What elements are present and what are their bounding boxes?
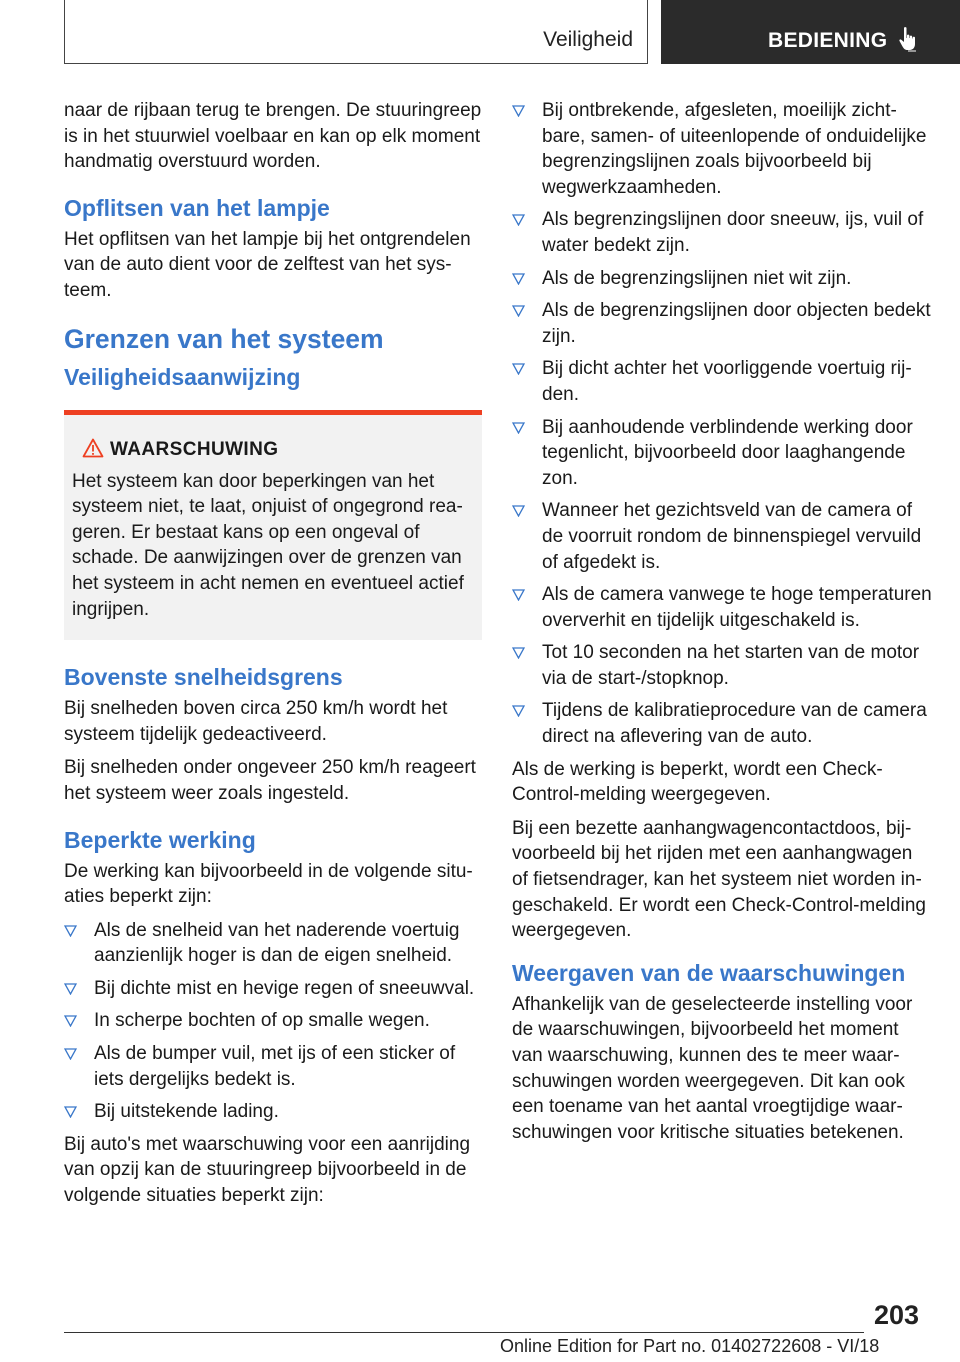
- triangle-bullet-icon: [512, 273, 525, 285]
- limited-list: [64, 918, 482, 1125]
- list-item: Bij uitstekende lading.: [64, 1099, 482, 1125]
- list-item: Wanneer het gezichtsveld van de camera of de voorruit rondom de binnenspiegel vervuild of afgedekt is.: [512, 498, 932, 575]
- triangle-bullet-icon: [512, 589, 525, 601]
- list-item: Als de begrenzingslijnen door objecten bedekt zijn.: [512, 298, 932, 349]
- triangle-bullet-icon: [512, 305, 525, 317]
- triangle-bullet-icon: [512, 422, 525, 434]
- speed-paragraph-1: Bij snelheden boven circa 250 km/h wordt het systeem tijdelijk gedeactiveerd.: [64, 698, 448, 745]
- conditions-list: [512, 98, 932, 750]
- list-item: Bij ontbrekende, afgesleten, moeilijk zichtbare, samen- of uiteenlopende of onduidelijke begrenzingslijnen zoals bijvoorbeeld bij wegwerkzaamheden.: [512, 98, 932, 200]
- lamp-heading: Opflitsen van het lampje: [64, 194, 330, 221]
- pointing-hand-icon: [898, 26, 922, 52]
- check-control-paragraph-1: Als de werking is beperkt, wordt een Check-Control-melding weergegeven.: [512, 758, 883, 806]
- list-item: Bij dichte mist en hevige regen of sneeuwval.: [64, 976, 482, 1002]
- footer-divider: [64, 1332, 864, 1333]
- warnings-heading: Weergaven van de waarschuwingen: [512, 959, 906, 986]
- warning-title-row: [72, 437, 472, 463]
- triangle-bullet-icon: [64, 1048, 77, 1060]
- triangle-bullet-icon: [512, 647, 525, 659]
- list-item: Als de bumper vuil, met ijs of een sticker of iets dergelijks bedekt is.: [64, 1041, 482, 1092]
- check-control-paragraph-2: Bij een bezette aanhangwagencontactdoos, bijvoorbeeld bij het rijden met een aanhangwagen of fietsendrager, kan het systeem niet worden ingeschakeld. Er wordt een Check-Control-melding weergegeven.: [512, 817, 926, 942]
- warning-box: [64, 410, 482, 641]
- warning-text: Het systeem kan door beperkingen van het systeem niet, te laat, onjuist of ongegrond reageren. Er bestaat kans op een ongeval of schade. De aanwijzingen over de grenzen van het systeem in acht nemen en eventueel actief ingrijpen.: [72, 470, 464, 620]
- header-section-box: [64, 0, 648, 64]
- limited-heading: Beperkte werking: [64, 826, 256, 853]
- list-item: Als de camera vanwege te hoge temperaturen oververhit en tijdelijk uitgeschakeld is.: [512, 582, 932, 633]
- left-column: [64, 98, 482, 1217]
- triangle-bullet-icon: [512, 705, 525, 717]
- page-number: 203: [874, 1300, 920, 1330]
- triangle-bullet-icon: [512, 105, 525, 117]
- triangle-bullet-icon: [64, 1015, 77, 1027]
- limited-intro: De werking kan bijvoorbeeld in de volgende situaties beperkt zijn:: [64, 860, 473, 908]
- triangle-bullet-icon: [512, 505, 525, 517]
- warning-title: WAARSCHUWING: [110, 438, 279, 460]
- list-item: Bij aanhoudende verblindende werking door tegenlicht, bijvoorbeeld door laaghangende zon.: [512, 415, 932, 492]
- limits-heading: Grenzen van het systeem: [64, 323, 384, 354]
- chapter-title: BEDIENING: [768, 29, 888, 52]
- triangle-bullet-icon: [512, 214, 525, 226]
- speed-heading: Bovenste snelheidsgrens: [64, 664, 343, 691]
- triangle-bullet-icon: [512, 363, 525, 375]
- safety-heading: Veiligheidsaanwijzing: [64, 363, 301, 390]
- outro-paragraph: Bij auto's met waarschuwing voor een aanrijding van opzij kan de stuuringreep bijvoorbeeld in de volgende situaties beperkt zijn:: [64, 1133, 471, 1207]
- list-item: Tijdens de kalibratieprocedure van de camera direct na aflevering van de auto.: [512, 698, 932, 749]
- list-item: In scherpe bochten of op smalle wegen.: [64, 1008, 482, 1034]
- right-column: [512, 98, 932, 1153]
- section-title: Veiligheid: [543, 28, 633, 51]
- list-item: Bij dicht achter het voorliggende voertuig rijden.: [512, 356, 932, 407]
- warnings-paragraph: Afhankelijk van de geselecteerde instelling voor de waarschuwingen, bijvoorbeeld het moment van waarschuwing, kunnen des te meer waarschuwingen worden weergegeven. Dit kan ook een toename van het aantal vroegtijdige waarschuwingen voor kritische situaties betekenen.: [512, 993, 913, 1143]
- footer-edition: Online Edition for Part no. 01402722608 - VI/18: [500, 1336, 880, 1356]
- warning-triangle-icon: [82, 438, 104, 458]
- list-item: Als de begrenzingslijnen niet wit zijn.: [512, 266, 932, 292]
- lamp-paragraph: Het opflitsen van het lampje bij het ontgrendelen van de auto dient voor de zelftest van het systeem.: [64, 228, 471, 301]
- intro-paragraph: naar de rijbaan terug te brengen. De stuuringreep is in het stuurwiel voelbaar en kan op elk moment handmatig overstuurd worden.: [64, 100, 482, 173]
- list-item: Als begrenzingslijnen door sneeuw, ijs, vuil of water bedekt zijn.: [512, 207, 932, 258]
- triangle-bullet-icon: [64, 925, 77, 937]
- triangle-bullet-icon: [64, 1106, 77, 1118]
- chapter-tab[interactable]: [661, 0, 960, 64]
- triangle-bullet-icon: [64, 983, 77, 995]
- list-item: Tot 10 seconden na het starten van de motor via de start-/stopknop.: [512, 640, 932, 691]
- speed-paragraph-2: Bij snelheden onder ongeveer 250 km/h reageert het systeem weer zoals ingesteld.: [64, 757, 476, 804]
- list-item: Als de snelheid van het naderende voertuig aanzienlijk hoger is dan de eigen snelheid.: [64, 918, 482, 969]
